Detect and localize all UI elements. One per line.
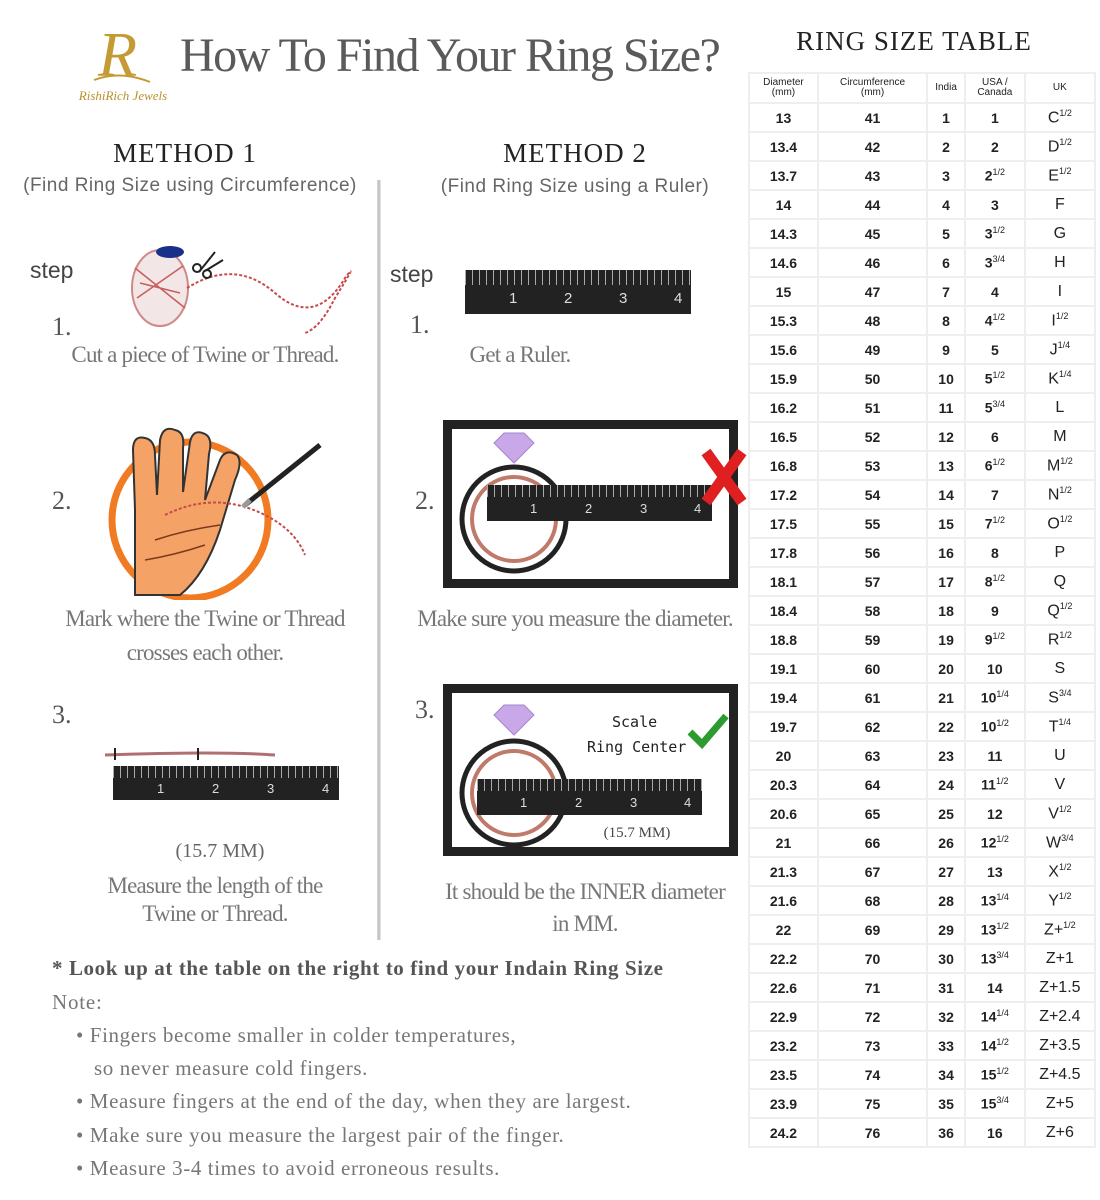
table-row xyxy=(750,220,1094,247)
cell-uk: $Q^{1/2}$ xyxy=(1026,597,1094,624)
table-row xyxy=(750,336,1094,363)
table-row xyxy=(750,481,1094,508)
cell-usa: 5 xyxy=(966,336,1024,363)
cell-uk: Z+1 xyxy=(1026,945,1094,972)
ruler-tick-label: 3 xyxy=(640,501,648,516)
table-row xyxy=(750,1061,1094,1088)
cell-diameter: 16.2 xyxy=(750,394,817,421)
cell-diameter: 19.1 xyxy=(750,655,817,682)
method1-title: METHOD 1 xyxy=(113,138,257,168)
method2-title: METHOD 2 xyxy=(503,138,647,168)
ruler-tick-label: 4 xyxy=(674,290,683,307)
table-row xyxy=(750,423,1094,450)
cell-circumference: 65 xyxy=(819,800,926,827)
cell-diameter: 21.3 xyxy=(750,858,817,885)
table-row xyxy=(750,1032,1094,1059)
cell-india: 5 xyxy=(928,220,964,247)
cell-uk: Z+6 xyxy=(1026,1119,1094,1146)
cell-diameter: 17.5 xyxy=(750,510,817,537)
table-row xyxy=(750,278,1094,305)
table-row xyxy=(750,829,1094,856)
table-row xyxy=(750,916,1094,943)
cell-usa: 10 xyxy=(966,655,1024,682)
table-row xyxy=(750,713,1094,740)
cell-diameter: 19.4 xyxy=(750,684,817,711)
cell-diameter: 19.7 xyxy=(750,713,817,740)
cell-diameter: 13.4 xyxy=(750,133,817,160)
cell-uk: $I^{1/2}$ xyxy=(1026,307,1094,334)
method1-step3-line1: Measure the length of the xyxy=(107,873,323,898)
note-bullet: • Fingers become smaller in colder temperatures, xyxy=(76,1023,517,1047)
cell-usa: $5^{1/2}$ xyxy=(966,365,1024,392)
cell-uk: Z+5 xyxy=(1026,1090,1094,1117)
cell-diameter: 14.6 xyxy=(750,249,817,276)
table-row xyxy=(750,597,1094,624)
cell-uk: $V^{1/2}$ xyxy=(1026,800,1094,827)
table-row xyxy=(750,1119,1094,1146)
cell-india: 11 xyxy=(928,394,964,421)
cell-diameter: 23.2 xyxy=(750,1032,817,1059)
ring-center-label: Ring Center xyxy=(587,738,687,756)
cell-circumference: 62 xyxy=(819,713,926,740)
method1-step2-line2: crosses each other. xyxy=(126,640,284,665)
cell-india: 27 xyxy=(928,858,964,885)
cell-uk: $T^{1/4}$ xyxy=(1026,713,1094,740)
method1-measure: (15.7 MM) xyxy=(175,840,265,862)
cell-uk: $M^{1/2}$ xyxy=(1026,452,1094,479)
note-bullet: • Measure 3-4 times to avoid erroneous results. xyxy=(76,1156,500,1180)
note-bullet: • Measure fingers at the end of the day, when they are largest. xyxy=(76,1089,632,1113)
cell-circumference: 74 xyxy=(819,1061,926,1088)
cell-india: 7 xyxy=(928,278,964,305)
cell-india: 18 xyxy=(928,597,964,624)
cell-circumference: 42 xyxy=(819,133,926,160)
cell-india: 19 xyxy=(928,626,964,653)
cell-circumference: 61 xyxy=(819,684,926,711)
cell-diameter: 23.5 xyxy=(750,1061,817,1088)
cell-usa: 1 xyxy=(966,104,1024,131)
method1-step2-text xyxy=(30,602,380,670)
method1-step2-line1: Mark where the Twine or Thread xyxy=(65,606,345,631)
cell-india: 33 xyxy=(928,1032,964,1059)
method2-step3-line2: in MM. xyxy=(552,911,618,936)
method1-step3-number: 3. xyxy=(52,700,72,729)
cell-diameter: 20.3 xyxy=(750,771,817,798)
cell-india: 24 xyxy=(928,771,964,798)
cell-uk: $C^{1/2}$ xyxy=(1026,104,1094,131)
ruler-tick-label: 3 xyxy=(619,290,628,307)
table-row xyxy=(750,858,1094,885)
cell-circumference: 41 xyxy=(819,104,926,131)
table-row xyxy=(750,1090,1094,1117)
cell-uk: $S^{3/4}$ xyxy=(1026,684,1094,711)
cell-usa: 9 xyxy=(966,597,1024,624)
page-title: How To Find Your Ring Size? xyxy=(180,29,720,82)
cell-diameter: 14 xyxy=(750,191,817,218)
cell-uk: F xyxy=(1026,191,1094,218)
table-header-row xyxy=(750,74,1094,102)
cell-circumference: 75 xyxy=(819,1090,926,1117)
cell-india: 30 xyxy=(928,945,964,972)
table-row xyxy=(750,133,1094,160)
cell-india: 31 xyxy=(928,974,964,1001)
ruler-tick-label: 1 xyxy=(509,290,518,307)
cell-usa: $3^{3/4}$ xyxy=(966,249,1024,276)
cell-circumference: 60 xyxy=(819,655,926,682)
method2-step1-text: Get a Ruler. xyxy=(469,342,571,367)
cell-circumference: 46 xyxy=(819,249,926,276)
method2-step1-number: 1. xyxy=(410,310,430,339)
check-mark-icon xyxy=(686,712,730,750)
ruler-tick-label: 2 xyxy=(212,781,220,796)
cell-diameter: 18.1 xyxy=(750,568,817,595)
ruler-tick-label: 3 xyxy=(267,781,275,796)
cell-diameter: 15 xyxy=(750,278,817,305)
cell-circumference: 67 xyxy=(819,858,926,885)
table-row xyxy=(750,394,1094,421)
cell-circumference: 64 xyxy=(819,771,926,798)
table-row xyxy=(750,568,1094,595)
method2-step2-text: Make sure you measure the diameter. xyxy=(417,606,733,631)
cell-india: 10 xyxy=(928,365,964,392)
cell-diameter: 21.6 xyxy=(750,887,817,914)
cell-circumference: 73 xyxy=(819,1032,926,1059)
cell-diameter: 15.3 xyxy=(750,307,817,334)
size-table-title: RING SIZE TABLE xyxy=(796,26,1032,56)
cell-usa: 2 xyxy=(966,133,1024,160)
cell-circumference: 57 xyxy=(819,568,926,595)
cell-uk: Z+4.5 xyxy=(1026,1061,1094,1088)
cell-circumference: 53 xyxy=(819,452,926,479)
cell-usa: $8^{1/2}$ xyxy=(966,568,1024,595)
cell-usa: $9^{1/2}$ xyxy=(966,626,1024,653)
cell-usa: $7^{1/2}$ xyxy=(966,510,1024,537)
cell-india: 3 xyxy=(928,162,964,189)
brand-name: RishiRich Jewels xyxy=(78,88,168,103)
cell-india: 2 xyxy=(928,133,964,160)
cell-usa: $12^{1/2}$ xyxy=(966,829,1024,856)
table-row xyxy=(750,800,1094,827)
cell-circumference: 59 xyxy=(819,626,926,653)
cell-circumference: 70 xyxy=(819,945,926,972)
table-row xyxy=(750,771,1094,798)
table-row xyxy=(750,510,1094,537)
method1-subtitle: (Find Ring Size using Circumference) xyxy=(23,175,357,196)
cell-diameter: 18.8 xyxy=(750,626,817,653)
cell-diameter: 15.9 xyxy=(750,365,817,392)
cell-circumference: 56 xyxy=(819,539,926,566)
cell-usa: 13 xyxy=(966,858,1024,885)
cell-india: 13 xyxy=(928,452,964,479)
cell-usa: 6 xyxy=(966,423,1024,450)
cell-usa: $5^{3/4}$ xyxy=(966,394,1024,421)
cell-uk: M xyxy=(1026,423,1094,450)
cell-circumference: 66 xyxy=(819,829,926,856)
cell-india: 15 xyxy=(928,510,964,537)
cell-uk: $Y^{1/2}$ xyxy=(1026,887,1094,914)
cell-uk: G xyxy=(1026,220,1094,247)
table-row xyxy=(750,655,1094,682)
cell-india: 17 xyxy=(928,568,964,595)
cell-circumference: 63 xyxy=(819,742,926,769)
cell-usa: 12 xyxy=(966,800,1024,827)
note-bullet: so never measure cold fingers. xyxy=(94,1056,368,1080)
ruler-tick-label: 1 xyxy=(530,501,538,516)
ruler-tick-label: 2 xyxy=(585,501,593,516)
cell-diameter: 22.6 xyxy=(750,974,817,1001)
cell-india: 36 xyxy=(928,1119,964,1146)
cell-diameter: 21 xyxy=(750,829,817,856)
header-india: India xyxy=(928,74,964,102)
table-row xyxy=(750,452,1094,479)
table-row xyxy=(750,365,1094,392)
cell-uk: $X^{1/2}$ xyxy=(1026,858,1094,885)
cell-uk: Z+$^{1/2}$ xyxy=(1026,916,1094,943)
cell-india: 35 xyxy=(928,1090,964,1117)
cell-uk: $W^{3/4}$ xyxy=(1026,829,1094,856)
cell-circumference: 43 xyxy=(819,162,926,189)
cell-india: 6 xyxy=(928,249,964,276)
ruler-tick-label: 3 xyxy=(630,795,638,810)
table-row xyxy=(750,162,1094,189)
cell-usa: 3 xyxy=(966,191,1024,218)
cell-usa: 16 xyxy=(966,1119,1024,1146)
hand-icon xyxy=(105,420,335,600)
cell-usa: $10^{1/4}$ xyxy=(966,684,1024,711)
cell-usa: $13^{3/4}$ xyxy=(966,945,1024,972)
cell-usa: 7 xyxy=(966,481,1024,508)
method2-subtitle: (Find Ring Size using a Ruler) xyxy=(440,176,710,197)
method2-step3-ruler xyxy=(477,779,702,815)
cell-diameter: 15.6 xyxy=(750,336,817,363)
cell-india: 9 xyxy=(928,336,964,363)
table-row xyxy=(750,104,1094,131)
method2-step3-line1: It should be the INNER diameter xyxy=(445,879,725,904)
ruler-tick-label: 1 xyxy=(520,795,528,810)
cell-india: 20 xyxy=(928,655,964,682)
cell-uk: I xyxy=(1026,278,1094,305)
brand-monogram: R xyxy=(98,20,138,86)
cell-diameter: 22.9 xyxy=(750,1003,817,1030)
cell-uk: Z+1.5 xyxy=(1026,974,1094,1001)
brand-logo-icon xyxy=(84,20,156,86)
cell-india: 8 xyxy=(928,307,964,334)
cell-circumference: 72 xyxy=(819,1003,926,1030)
method2-step3-frame xyxy=(443,684,738,856)
cell-circumference: 69 xyxy=(819,916,926,943)
cell-uk: $N^{1/2}$ xyxy=(1026,481,1094,508)
method2-step2-number: 2. xyxy=(415,486,435,515)
method2-step2-frame xyxy=(443,420,738,588)
cell-uk: P xyxy=(1026,539,1094,566)
cell-circumference: 50 xyxy=(819,365,926,392)
cell-uk: $D^{1/2}$ xyxy=(1026,133,1094,160)
cell-uk: V xyxy=(1026,771,1094,798)
cell-india: 12 xyxy=(928,423,964,450)
cell-uk: H xyxy=(1026,249,1094,276)
cell-usa: 8 xyxy=(966,539,1024,566)
table-row xyxy=(750,742,1094,769)
cell-diameter: 17.2 xyxy=(750,481,817,508)
table-lookup-note: * Look up at the table on the right to find your Indain Ring Size xyxy=(52,956,664,980)
ruler-tick-label: 2 xyxy=(575,795,583,810)
cell-uk: $K^{1/4}$ xyxy=(1026,365,1094,392)
table-row xyxy=(750,945,1094,972)
cell-uk: U xyxy=(1026,742,1094,769)
cell-uk: $J^{1/4}$ xyxy=(1026,336,1094,363)
cell-india: 22 xyxy=(928,713,964,740)
cell-circumference: 47 xyxy=(819,278,926,305)
cell-india: 1 xyxy=(928,104,964,131)
cell-usa: $4^{1/2}$ xyxy=(966,307,1024,334)
cell-diameter: 22 xyxy=(750,916,817,943)
method2-step3-number: 3. xyxy=(415,695,435,724)
cell-usa: $6^{1/2}$ xyxy=(966,452,1024,479)
cell-diameter: 23.9 xyxy=(750,1090,817,1117)
cell-india: 4 xyxy=(928,191,964,218)
table-row xyxy=(750,539,1094,566)
method-divider xyxy=(377,180,381,940)
cell-india: 29 xyxy=(928,916,964,943)
thread-spool-icon xyxy=(115,238,365,338)
cell-circumference: 48 xyxy=(819,307,926,334)
cell-diameter: 24.2 xyxy=(750,1119,817,1146)
cell-circumference: 55 xyxy=(819,510,926,537)
cell-diameter: 14.3 xyxy=(750,220,817,247)
cell-uk: L xyxy=(1026,394,1094,421)
cell-usa: 14 xyxy=(966,974,1024,1001)
cell-usa: $14^{1/4}$ xyxy=(966,1003,1024,1030)
cell-uk: S xyxy=(1026,655,1094,682)
cell-circumference: 54 xyxy=(819,481,926,508)
header-usa-canada: USA / Canada xyxy=(966,74,1024,102)
method1-ruler xyxy=(113,766,339,800)
cell-uk: $R^{1/2}$ xyxy=(1026,626,1094,653)
cell-usa: $10^{1/2}$ xyxy=(966,713,1024,740)
cell-circumference: 58 xyxy=(819,597,926,624)
cell-uk: $E^{1/2}$ xyxy=(1026,162,1094,189)
cell-circumference: 71 xyxy=(819,974,926,1001)
table-row xyxy=(750,974,1094,1001)
table-row xyxy=(750,1003,1094,1030)
cell-circumference: 51 xyxy=(819,394,926,421)
method1-step3-text xyxy=(30,872,400,928)
cell-uk: Z+2.4 xyxy=(1026,1003,1094,1030)
method1-step1-number: 1. xyxy=(52,312,72,341)
cell-india: 28 xyxy=(928,887,964,914)
ruler-tick-label: 1 xyxy=(157,781,165,796)
method2-step2-ruler xyxy=(487,485,712,521)
cell-circumference: 76 xyxy=(819,1119,926,1146)
ruler-tick-label: 4 xyxy=(322,781,330,796)
note-label: Note: xyxy=(52,990,103,1014)
cell-diameter: 20.6 xyxy=(750,800,817,827)
cell-diameter: 20 xyxy=(750,742,817,769)
cell-usa: $11^{1/2}$ xyxy=(966,771,1024,798)
ruler-tick-label: 2 xyxy=(564,290,573,307)
method1-step3-line2: Twine or Thread. xyxy=(142,901,288,926)
cell-india: 26 xyxy=(928,829,964,856)
cell-uk: Z+3.5 xyxy=(1026,1032,1094,1059)
cell-diameter: 13 xyxy=(750,104,817,131)
cell-diameter: 22.2 xyxy=(750,945,817,972)
cell-usa: 11 xyxy=(966,742,1024,769)
cell-uk: Q xyxy=(1026,568,1094,595)
table-row xyxy=(750,307,1094,334)
table-row xyxy=(750,191,1094,218)
cell-india: 25 xyxy=(928,800,964,827)
header-uk: UK xyxy=(1026,74,1094,102)
cell-diameter: 13.7 xyxy=(750,162,817,189)
method1-step-label: step xyxy=(30,257,74,283)
cell-usa: 4 xyxy=(966,278,1024,305)
ring-size-table xyxy=(748,72,1096,1148)
ruler-tick-label: 4 xyxy=(684,795,692,810)
cell-uk: $O^{1/2}$ xyxy=(1026,510,1094,537)
cell-diameter: 17.8 xyxy=(750,539,817,566)
cell-diameter: 18.4 xyxy=(750,597,817,624)
cell-usa: $3^{1/2}$ xyxy=(966,220,1024,247)
method2-measure: (15.7 MM) xyxy=(603,825,671,841)
cell-usa: $13^{1/2}$ xyxy=(966,916,1024,943)
cell-diameter: 16.8 xyxy=(750,452,817,479)
header-circumference: Circumference (mm) xyxy=(819,74,926,102)
table-row xyxy=(750,626,1094,653)
method2-step-label: step xyxy=(390,261,434,287)
cell-india: 32 xyxy=(928,1003,964,1030)
cell-diameter: 16.5 xyxy=(750,423,817,450)
method1-step1-text: Cut a piece of Twine or Thread. xyxy=(71,342,339,367)
cell-circumference: 52 xyxy=(819,423,926,450)
method2-ruler xyxy=(465,270,691,314)
cell-circumference: 44 xyxy=(819,191,926,218)
scale-label: Scale xyxy=(612,713,658,731)
cell-usa: $2^{1/2}$ xyxy=(966,162,1024,189)
cell-usa: $13^{1/4}$ xyxy=(966,887,1024,914)
method2-step3-text xyxy=(400,876,770,940)
cell-usa: $15^{1/2}$ xyxy=(966,1061,1024,1088)
cell-india: 21 xyxy=(928,684,964,711)
cell-usa: $14^{1/2}$ xyxy=(966,1032,1024,1059)
cell-usa: $15^{3/4}$ xyxy=(966,1090,1024,1117)
ruler-tick-label: 4 xyxy=(694,501,702,516)
cell-india: 34 xyxy=(928,1061,964,1088)
table-row xyxy=(750,887,1094,914)
cross-mark-icon xyxy=(700,448,748,506)
table-row xyxy=(750,684,1094,711)
cell-india: 23 xyxy=(928,742,964,769)
table-row xyxy=(750,249,1094,276)
cell-circumference: 68 xyxy=(819,887,926,914)
cell-circumference: 49 xyxy=(819,336,926,363)
cell-india: 16 xyxy=(928,539,964,566)
cell-india: 14 xyxy=(928,481,964,508)
note-bullet: • Make sure you measure the largest pair of the finger. xyxy=(76,1123,565,1147)
method1-step2-number: 2. xyxy=(52,486,72,515)
header-diameter: Diameter (mm) xyxy=(750,74,817,102)
cell-circumference: 45 xyxy=(819,220,926,247)
